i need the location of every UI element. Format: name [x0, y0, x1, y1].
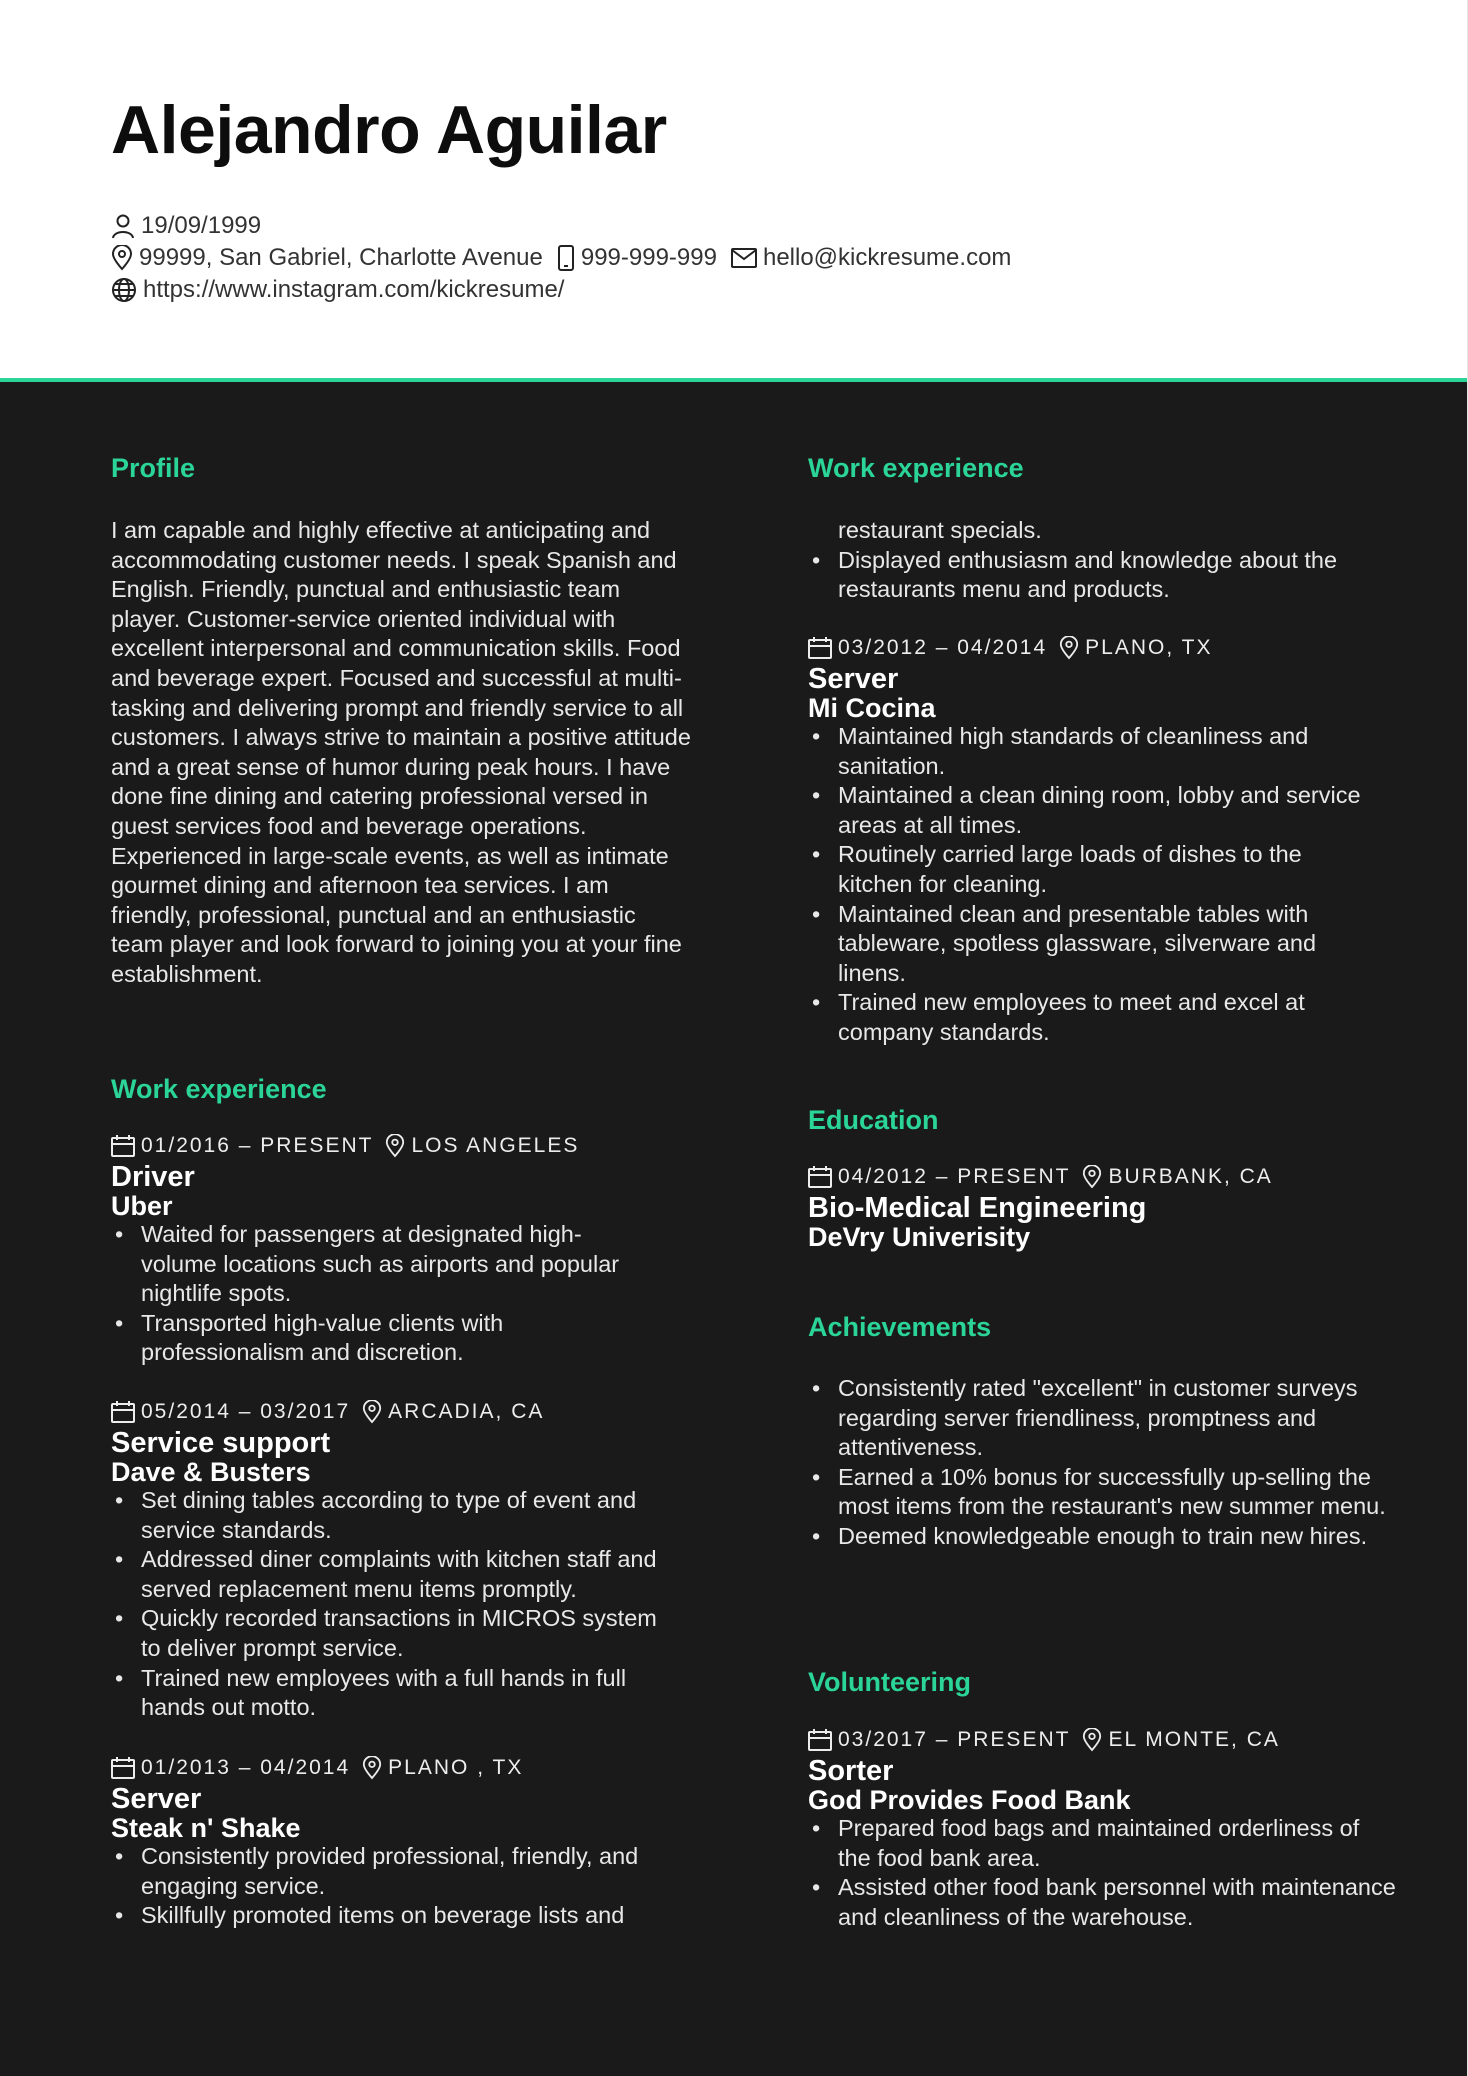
list-item: • Maintained high standards of cleanliness and sanitation.: [808, 722, 1378, 781]
list-item: restaurant specials.: [838, 517, 1042, 543]
map-pin-icon: [1082, 1728, 1102, 1752]
list-item: • Deemed knowledgeable enough to train new hires.: [808, 1522, 1388, 1552]
calendar-icon: [111, 1400, 135, 1424]
job-entry: [111, 1398, 711, 1723]
calendar-icon: [111, 1756, 135, 1780]
work-experience-heading: Work experience: [808, 453, 1024, 483]
map-pin-icon: [111, 245, 133, 271]
achievements-list: [808, 1374, 1388, 1552]
volunteering-meta: [808, 1726, 1408, 1754]
list-item: • Maintained clean and presentable tables with tableware, spotless glassware, silverware and linens.: [808, 900, 1378, 989]
list-item: • Assisted other food bank personnel with maintenance and cleanliness of the warehouse.: [808, 1873, 1398, 1932]
calendar-icon: [111, 1134, 135, 1158]
map-pin-icon: [362, 1756, 382, 1780]
calendar-icon: [808, 1165, 832, 1189]
list-item: • Displayed enthusiasm and knowledge about the restaurants menu and products.: [808, 546, 1398, 605]
job-entry: [111, 1132, 711, 1368]
education-dates: 04/2012 – PRESENT: [838, 1165, 1071, 1188]
list-item: • Set dining tables according to type of event and service standards.: [111, 1486, 681, 1545]
job-dates: 05/2014 – 03/2017: [141, 1400, 351, 1423]
phone[interactable]: 999-999-999: [557, 243, 717, 273]
job-meta: [111, 1132, 711, 1160]
education-location: BURBANK, CA: [1082, 1163, 1272, 1191]
list-item: • Transported high-value clients with professionalism and discretion.: [111, 1309, 651, 1368]
candidate-name: Alejandro Aguilar: [111, 92, 667, 168]
list-item: • Consistently provided professional, friendly, and engaging service.: [111, 1842, 681, 1901]
job-location: PLANO, TX: [1059, 634, 1212, 662]
volunteering-org: God Provides Food Bank: [808, 1785, 1131, 1815]
contact-address-row: [111, 243, 1025, 273]
job-meta: [111, 1754, 711, 1782]
volunteering-location: EL MONTE, CA: [1082, 1726, 1279, 1754]
map-pin-icon: [1082, 1165, 1102, 1189]
list-item: • Consistently rated "excellent" in customer surveys regarding server friendliness, promptness and attentiveness.: [808, 1374, 1388, 1463]
list-item: • Addressed diner complaints with kitchen staff and served replacement menu items promptly.: [111, 1545, 681, 1604]
job-employer: Dave & Busters: [111, 1457, 311, 1487]
achievements-heading: Achievements: [808, 1312, 992, 1342]
list-item: • Trained new employees with a full hands in full hands out motto.: [111, 1664, 681, 1723]
contact-birthdate-row: [111, 211, 275, 241]
job-meta: [111, 1398, 711, 1426]
volunteering-dates: 03/2017 – PRESENT: [838, 1728, 1071, 1751]
job-entry: [111, 1754, 711, 1931]
contact-website-row: [111, 275, 578, 305]
person-icon: [111, 213, 135, 239]
list-item: • Skillfully promoted items on beverage lists and: [111, 1901, 681, 1931]
work-experience-heading: Work experience: [111, 1074, 327, 1104]
profile-heading: Profile: [111, 453, 196, 483]
profile-text: I am capable and highly effective at anticipating and accommodating customer needs. I speak Spanish and English. Friendly, punctual and enthusiastic team player. Customer-service oriented individual with excellent interpersonal and communication skills. Food and beverage expert. Focused and successful at multi-tasking and delivering prompt and friendly service to all customers. I always strive to maintain a positive attitude and a great sense of humor during peak hours. I have done fine dining and catering professional versed in guest services food and beverage operations. Experienced in large-scale events, as well as intimate gourmet dining and afternoon tea services. I am friendly, professional, punctual and an enthusiastic team player and look forward to joining you at your fine establishment.: [111, 517, 691, 987]
list-item: • Trained new employees to meet and excel at company standards.: [808, 988, 1378, 1047]
job-location: PLANO , TX: [362, 1754, 523, 1782]
job-bullets: [808, 722, 1378, 1048]
job-employer: Steak n' Shake: [111, 1813, 301, 1843]
education-school: DeVry Univerisity: [808, 1222, 1031, 1252]
job-role: Server: [111, 1783, 202, 1815]
volunteering-entry: [808, 1726, 1408, 1932]
job-location: ARCADIA, CA: [362, 1398, 544, 1426]
calendar-icon: [808, 1728, 832, 1752]
job-role: Driver: [111, 1161, 195, 1193]
job-bullets: [111, 1486, 681, 1723]
website[interactable]: https://www.instagram.com/kickresume/: [111, 275, 564, 305]
job-bullets: [111, 1842, 681, 1931]
job-dates: 01/2016 – PRESENT: [141, 1134, 374, 1157]
list-item: • Maintained a clean dining room, lobby and service areas at all times.: [808, 781, 1378, 840]
globe-icon: [111, 277, 137, 303]
mail-icon: [731, 248, 757, 268]
map-pin-icon: [1059, 636, 1079, 660]
list-item: • Waited for passengers at designated high-volume locations such as airports and popular nightlife spots.: [111, 1220, 651, 1309]
calendar-icon: [808, 636, 832, 660]
list-item: • Routinely carried large loads of dishes to the kitchen for cleaning.: [808, 840, 1378, 899]
job-role: Service support: [111, 1427, 331, 1459]
job-employer: Mi Cocina: [808, 693, 936, 723]
email[interactable]: hello@kickresume.com: [731, 243, 1011, 273]
job-employer: Uber: [111, 1191, 173, 1221]
job-role: Server: [808, 663, 899, 695]
job-entry: [808, 634, 1408, 1048]
job-dates: 03/2012 – 04/2014: [838, 636, 1048, 659]
job-bullets: [111, 1220, 651, 1368]
list-item: • Prepared food bags and maintained orderliness of the food bank area.: [808, 1814, 1398, 1873]
list-item: • Earned a 10% bonus for successfully up-selling the most items from the restaurant's new summer menu.: [808, 1463, 1388, 1522]
address: 99999, San Gabriel, Charlotte Avenue: [111, 243, 543, 273]
list-item: • Quickly recorded transactions in MICROS system to deliver prompt service.: [111, 1604, 681, 1663]
volunteering-heading: Volunteering: [808, 1667, 972, 1697]
birthdate: 19/09/1999: [111, 211, 261, 241]
job-dates: 01/2013 – 04/2014: [141, 1756, 351, 1779]
resume-header: [0, 0, 1467, 378]
education-meta: [808, 1163, 1408, 1191]
phone-icon: [557, 245, 575, 271]
volunteering-bullets: [808, 1814, 1398, 1932]
resume-body: [0, 382, 1467, 2076]
map-pin-icon: [385, 1134, 405, 1158]
volunteering-role: Sorter: [808, 1755, 894, 1787]
education-entry: [808, 1163, 1408, 1251]
map-pin-icon: [362, 1400, 382, 1424]
education-degree: Bio-Medical Engineering: [808, 1192, 1147, 1224]
education-heading: Education: [808, 1105, 939, 1135]
job-meta: [808, 634, 1408, 662]
job-location: LOS ANGELES: [385, 1132, 579, 1160]
job-bullets-continued: [808, 516, 1398, 605]
